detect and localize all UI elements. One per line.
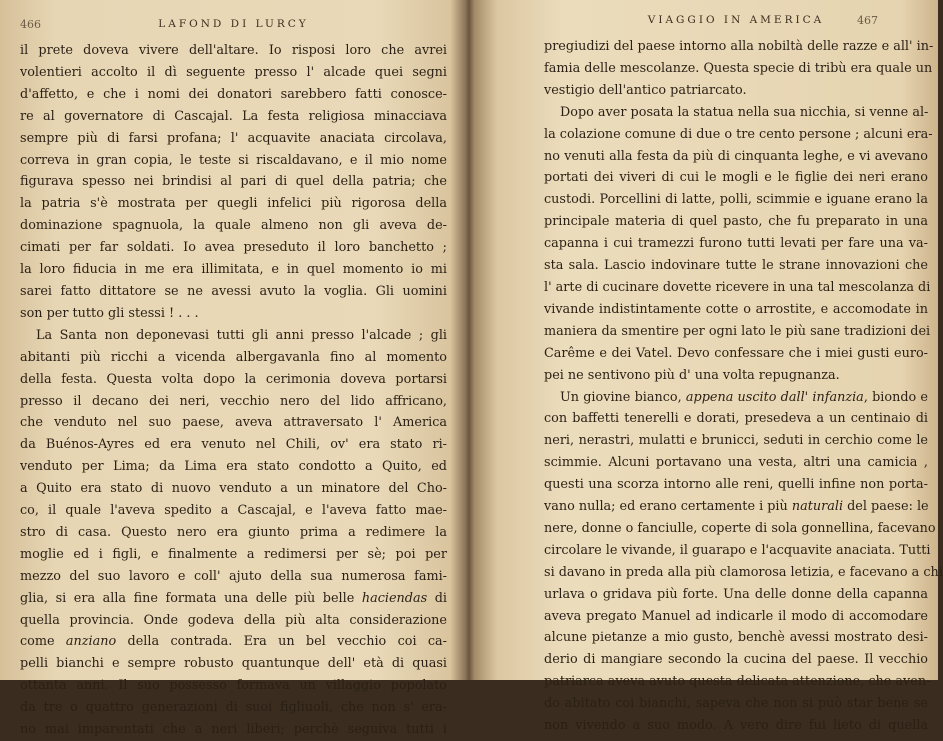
text-line: presso il decano dei neri, vecchio nero del lido affricano, [20,393,447,409]
text-line: do abitato coi bianchi, sapeva che non si può star bene se [544,696,928,712]
text-line: no mai imparentati che a neri liberi; perchè seguiva tutti i [20,722,447,738]
text-line: della festa. Questa volta dopo la cerimonia doveva portarsi [20,371,447,387]
text-line: co, il quale l'aveva spedito a Cascajal, e l'aveva fatto mae- [20,503,447,519]
page-number-left: 466 [20,18,41,31]
text-line: non vivendo a suo modo. A vero dire fui lieto di quella [544,718,928,734]
text-line: cimati per far soldati. Io avea preseduto il loro banchetto ; [20,240,447,256]
text-line: pelli bianchi e sempre robusto quantunque dell' età di quasi [20,656,447,672]
running-head-left [20,18,447,40]
text-line: venduto per Lima; da Lima era stato condotto a Quito, ed [20,459,447,475]
running-head-title-right: VIAGGIO IN AMERICA [647,14,825,26]
text-line: vivande indistintamente cotte o arrostite, e accomodate in [544,301,928,317]
italic-phrase: haciendas [361,590,428,606]
text-line: pregiudizi del paese intorno alla nobiltà delle razze e all' in- [544,39,934,54]
text-line: neri, nerastri, mulatti e brunicci, seduti in cerchio come le [544,433,928,449]
text-line: sta sala. Lascio indovinare tutte le strane innovazioni che [544,258,928,274]
text-line: no venuti alla festa da più di cinquanta leghe, e vi avevano [544,148,928,164]
text-line: d'affetto, e che i nomi dei donatori sarebbero fatti conosce- [20,86,447,102]
text-line: ottanta anni. Il suo possesso formava un villaggio popolato [20,678,447,694]
text-line: da tre o quattro generazioni di suoi figliuoli, che non s' era- [20,700,447,716]
text-line: famia delle mescolanze. Questa specie di tribù era quale un [544,60,933,76]
text-line: volentieri accolto il dì seguente presso l' alcade quei segni [20,64,447,80]
text-line: questi una scorza intorno alle reni, quelli infine non porta- [544,477,928,493]
running-head-right [544,14,928,36]
text-line: vestigio dell'antico patriarcato. [544,82,747,98]
text-line: pei ne sentivono più d' una volta repugnanza. [544,367,840,383]
left-page [0,0,465,738]
text-line: stro di casa. Questo nero era giunto prima a redimere la [20,524,447,540]
text-line: portati dei viveri di cui le mogli e le figlie dei neri erano [544,170,928,186]
text-line: si davano in preda alla più clamorosa letizia, e facevano a chi [544,564,943,580]
running-head-title-left: LAFOND DI LURCY [158,18,309,30]
text-line: il prete doveva vivere dell'altare. Io risposi loro che avrei [20,43,447,58]
text-line: come anziano della contrada. Era un bel vecchio coi ca- [20,634,448,650]
text-line: vano nulla; ed erano certamente i più naturali del paese: le [544,499,929,515]
right-page [474,0,943,734]
text-line: Carême e dei Vatel. Devo confessare che i miei gusti euro- [544,345,928,361]
text-line: abitanti più ricchi a vicenda albergavanla fino al momento [20,349,447,365]
text-line: moglie ed i figli, e finalmente a redimersi per sè; poi per [20,546,447,562]
text-line: Un giovine bianco, appena uscito dall' infanzia, biondo e [560,389,928,405]
text-line: da Buénos-Ayres ed era venuto nel Chili, ov' era stato ri- [20,437,447,453]
italic-phrase: appena uscito dall' infanzia [685,389,864,405]
text-line: con baffetti tenerelli e dorati, presedeva a un centinaio di [544,411,928,427]
text-line: sarei fatto dittatore se ne avessi avuto la voglia. Gli uomini [20,283,447,299]
italic-phrase: naturali [791,499,844,515]
text-line: derio di mangiare secondo la cucina del paese. Il vecchio [544,652,928,668]
text-line: la patria s'è mostrata per quegli infelici più rigorosa della [20,196,447,212]
text-line: figurava spesso nei brindisi al pari di quel della patria; che [20,174,447,190]
text-line: maniera da smentire per ogni lato le più sane tradizioni dei [544,323,931,339]
text-line: nere, donne o fanciulle, coperte di sola gonnellina, facevano [544,520,936,536]
text-line: mezzo del suo lavoro e coll' ajuto della sua numerosa fami- [20,568,447,584]
text-line: patriarca aveva avuto questa delicata attenzione, che aven- [544,674,931,690]
text-line: La Santa non deponevasi tutti gli anni presso l'alcade ; gli [36,327,447,343]
text-line: custodi. Porcellini di latte, polli, scimmie e iguane erano la [544,192,928,208]
text-line: aveva pregato Manuel ad indicarle il modo di accomodare [544,608,928,624]
text-line: son per tutto gli stessi ! . . . [20,305,199,321]
text-line: scimmie. Alcuni portavano una vesta, altri una camicia , [544,455,928,471]
text-line: sempre più di farsi profana; l' acquavite anaciata circolava, [20,130,447,146]
text-line: principale materia di quel pasto, che fu preparato in una [544,214,928,230]
text-line: Dopo aver posata la statua nella sua nicchia, si venne al- [560,104,929,120]
text-line: a Quito era stato di nuovo venduto a un minatore del Cho- [20,481,447,497]
text-line: circolare le vivande, il guarapo e l'acquavite anaciata. Tutti [544,542,931,558]
text-line: correva in gran copia, le teste si riscaldavano, e il mio nome [20,152,447,168]
text-line: re al governatore di Cascajal. La festa religiosa minacciava [20,108,447,124]
text-line: urlava o gridava più forte. Una delle donne della capanna [544,586,928,602]
text-line: alcune pietanze a mio gusto, benchè avessi mostrato desi- [544,630,928,646]
text-line: dominazione spagnuola, la quale almeno non gli aveva de- [20,218,447,234]
text-line: capanna i cui tramezzi furono tutti levati per fare una va- [544,236,928,252]
text-line: quella provincia. Onde godeva della più alta considerazione [20,612,447,628]
text-line: l' arte di cucinare dovette ricevere in una tal mescolanza di [544,279,931,295]
left-page-body [20,40,447,741]
page-number-right: 467 [857,14,878,27]
text-line: glia, si era alla fine formata una delle più belle haciendas di [20,590,447,606]
text-line: la colazione comune di due o tre cento persone ; alcuni era- [544,126,933,142]
right-page-body [544,36,943,737]
text-line: la loro fiducia in me era illimitata, e in quel momento io mi [20,262,447,278]
italic-phrase: anziano [65,634,117,650]
text-line: che venduto nel suo paese, aveva attraversato l' America [20,415,447,431]
